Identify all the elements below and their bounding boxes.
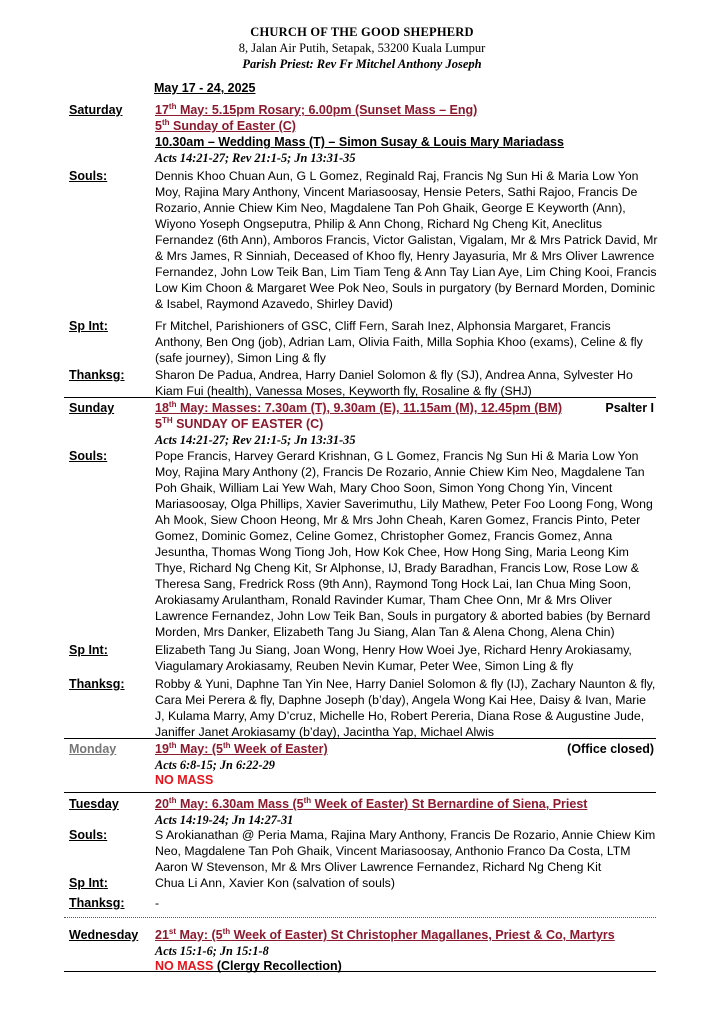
souls-label: Souls: [69,449,108,463]
day-label-saturday: Saturday [69,103,123,117]
clergy-recollection: (Clergy Recollection) [213,959,342,973]
week-suffix: th [303,795,312,805]
saturday-date-line [155,102,477,118]
tuesday-souls: S Arokianathan @ Peria Mama, Rajina Mary Anthony, Francis De Rozario, Annie Chiew Kim Neo, Magdalene Tan Poh Ghaik, Vincent Mariasoosay, Anthonio Franco Da Costa, LTM Aaron W Stevenson, Mr & Mrs Oliver Lawrence Fernandez, Richard Ng Cheng Kit [155,828,656,874]
church-address: 8, Jalan Air Putih, Setapak, 53200 Kuala Lumpur [238,41,486,55]
date-detail: May: 6.30am Mass (5 [176,797,304,811]
day-label-tuesday: Tuesday [69,797,119,811]
date-suffix: th [168,399,177,409]
date-detail: May: 5.15pm Rosary; 6.00pm (Sunset Mass – Eng) [176,103,478,117]
souls-label: Souls: [69,169,108,183]
souls-label: Souls: [69,828,108,842]
monday-no-mass: NO MASS [155,773,214,787]
label-text: Souls [69,169,104,183]
sp-int-label: Sp Int: [69,319,108,333]
week-suffix: th [223,740,231,750]
date-detail: May: Masses: 7.30am (T), 9.30am (E), 11.15am (M), 12.45pm (BM) [176,401,563,415]
date-suffix: th [168,740,177,750]
thanksgiving-label: Thanksg: [69,677,125,691]
wednesday-no-mass: NO MASS [155,959,214,973]
saturday-readings: Acts 14:21-27; Rev 21:1-5; Jn 13:31-35 [155,151,356,165]
feast-number: 5 [155,417,162,431]
divider [64,738,656,739]
label-text: Thanksg [69,677,121,691]
date-number: 21 [155,928,169,942]
date-number: 18 [155,401,169,415]
feast-number: 5 [155,119,162,133]
feast-suffix: TH [161,415,173,425]
day-label-sunday: Sunday [69,401,115,415]
label-text: Sp Int [69,876,104,890]
date-suffix: st [168,926,177,936]
saturday-souls: Dennis Khoo Chuan Aun, G L Gomez, Reginald Raj, Francis Ng Sun Hi & Maria Low Yon Moy, Rajina Mary Anthony, Vincent Mariasoosay, Hensie Peters, Sathi Rajoo, Francis De Rozario, Annie Chiew Kim Neo, Magdalene Tan Poh Ghaik, George E Keyworth (Ann), Wiyono Yoseph Ongseputra, Philip & Ann Chong, Richard Ng Cheng Kit, Aneclitus Fernandez (6th Ann), Amboros Francis, Victor Galistan, Vigalam, Mr & Mrs Patrick David, Mr & Mrs James, R Sinniah, Deceased of Khoo fly, Henry Jayasuria, Mr & Mrs Oliver Lawrence Fernandez, John Low Teik Ban, Lim Tiam Teng & Ann Tay Lian Aye, Lim Ching Kooi, Francis Low Kim Choon & Margaret Wee Pok Neo, Souls in purgatory (by Bernard Morden, Dominic & Isabel, Raymond Azavedo, Shirley David) [155,169,658,311]
psalter-note: Psalter I [605,401,654,415]
tuesday-sp-int: Chua Li Ann, Xavier Kon (salvation of souls) [155,876,395,890]
label-text: Sp Int [69,643,104,657]
date-number: 20 [155,797,169,811]
date-detail-end: Week of Easter) [230,742,328,756]
date-suffix: th [168,101,177,111]
label-text: Thanksg [69,896,121,910]
feast-name: SUNDAY OF EASTER (C) [172,417,324,431]
label-text: Sp Int [69,319,104,333]
thanksgiving-label: Thanksg: [69,368,125,382]
dotted-divider [64,917,656,918]
date-detail-end: Week of Easter) St Bernardine of Siena, Priest [311,797,588,811]
tuesday-readings: Acts 14:19-24; Jn 14:27-31 [155,813,294,827]
date-suffix: th [168,795,177,805]
date-number: 17 [155,103,169,117]
divider [64,971,656,972]
date-detail-end: Week of Easter) St Christopher Magallanes, Priest & Co, Martyrs [230,928,615,942]
tuesday-thanksgiving: - [155,896,160,910]
date-detail: May: (5 [176,928,223,942]
parish-priest: Parish Priest: Rev Fr Mitchel Anthony Joseph [242,57,482,71]
saturday-sp-int: Fr Mitchel, Parishioners of GSC, Cliff Fern, Sarah Inez, Alphonsia Margaret, Francis Anthony, Ben Ong (job), Adrian Lam, Olivia Faith, Milla Sophia Khoo (exams), Celine & fly (safe journey), Simon Ling & fly [155,319,643,365]
sunday-thanksgiving: Robby & Yuni, Daphne Tan Yin Nee, Harry Daniel Solomon & fly (IJ), Zachary Naunton & fly, Cara Mei Perera & fly, Daphne Joseph (b’day), Angela Wong Kai Hee, Daisy & Ivan, Marie J, Kulama Marry, Amy D’cruz, Michelle Ho, Robert Pereria, Diana Rose & Augustine Jude, Janiffer Janet Arokiasamy (b’day), Jacintha Yap, Michael Alwis [155,677,656,739]
sp-int-label: Sp Int: [69,876,108,890]
monday-readings: Acts 6:8-15; Jn 6:22-29 [155,758,275,772]
wednesday-date-line [155,927,615,943]
sp-int-label: Sp Int: [69,643,108,657]
feast-suffix: th [161,117,170,127]
date-detail: May: (5 [176,742,224,756]
day-label-monday: Monday [69,742,117,756]
sunday-feast-line [155,416,323,432]
divider [64,792,656,793]
feast-name: Sunday of Easter (C) [169,119,296,133]
week-suffix: th [222,926,231,936]
divider [64,397,656,398]
tuesday-date-line [155,796,587,812]
label-text: Thanksg [69,368,121,382]
sunday-readings: Acts 14:21-27; Rev 21:1-5; Jn 13:31-35 [155,433,356,447]
sunday-souls: Pope Francis, Harvey Gerard Krishnan, G L Gomez, Francis Ng Sun Hi & Maria Low Yon Moy, Rajina Mary Anthony (2), Francis De Rozario, Annie Chiew Kim Neo, Magdalene Tan Poh Ghaik, William Lai Yew Wah, Mary Choo Soon, Simon Yong Chong Yin, Vincent Mariasoosay, Olga Phillips, Xavier Saverimuthu, Lily Mathew, Peter Foo Loong Fong, Wong Ah Mook, Siew Choon Heong, Mr & Mrs John Cheah, Karen Gomez, Francis Pinto, Peter Gomez, Dominic Gomez, Celine Gomez, Christopher Gomez, Francis Gomez, Anna Jesuntha, Thomas Wong Tiong Joh, How Kok Chee, How Hong Sing, Maria Leong Kim Thye, Richard Ng Cheng Kit, Sr Alphonse, IJ, Brady Baradhan, Francis Low, Rose Low & Theresa Sang, Fredrick Ross (9th Ann), Raymond Tong Hock Lai, Ian Chua Ming Soon, Arokiasamy Arulantham, Ronald Ravinder Kumar, Tham Chee Onn, Mr & Mrs Oliver Lawrence Fernandez, John Low Teik Ban, Souls in purgatory & aborted babies (by Bernard Morden, Mrs Danker, Elizabeth Tang Ju Siang, Alan Tan & Alena Chong, Alena Chin) [155,449,653,639]
thanksgiving-label: Thanksg: [69,896,125,910]
sunday-date-line [155,400,562,416]
sunday-sp-int: Elizabeth Tang Ju Siang, Joan Wong, Henry How Woei Jye, Richard Henry Arokiasamy, Viagulamary Arokiasamy, Reuben Nevin Kumar, Peter Wee, Simon Ling & fly [155,643,632,673]
church-name: CHURCH OF THE GOOD SHEPHERD [250,25,474,39]
saturday-wedding-line: 10.30am – Wedding Mass (T) – Simon Susay & Louis Mary Mariadass [155,135,564,149]
saturday-thanksgiving: Sharon De Padua, Andrea, Harry Daniel Solomon & fly (SJ), Andrea Anna, Sylvester Ho Kiam Fui (health), Vanessa Moses, Keyworth fly, Rosaline & fly (SHJ) [155,368,633,398]
date-number: 19 [155,742,169,756]
label-text: Souls [69,828,104,842]
wednesday-readings: Acts 15:1-6; Jn 15:1-8 [155,944,269,958]
office-closed-note: (Office closed) [567,742,654,756]
day-label-wednesday: Wednesday [69,928,139,942]
label-text: Souls [69,449,104,463]
saturday-feast-line [155,118,296,134]
monday-date-line [155,741,328,757]
week-range: May 17 - 24, 2025 [154,81,256,95]
